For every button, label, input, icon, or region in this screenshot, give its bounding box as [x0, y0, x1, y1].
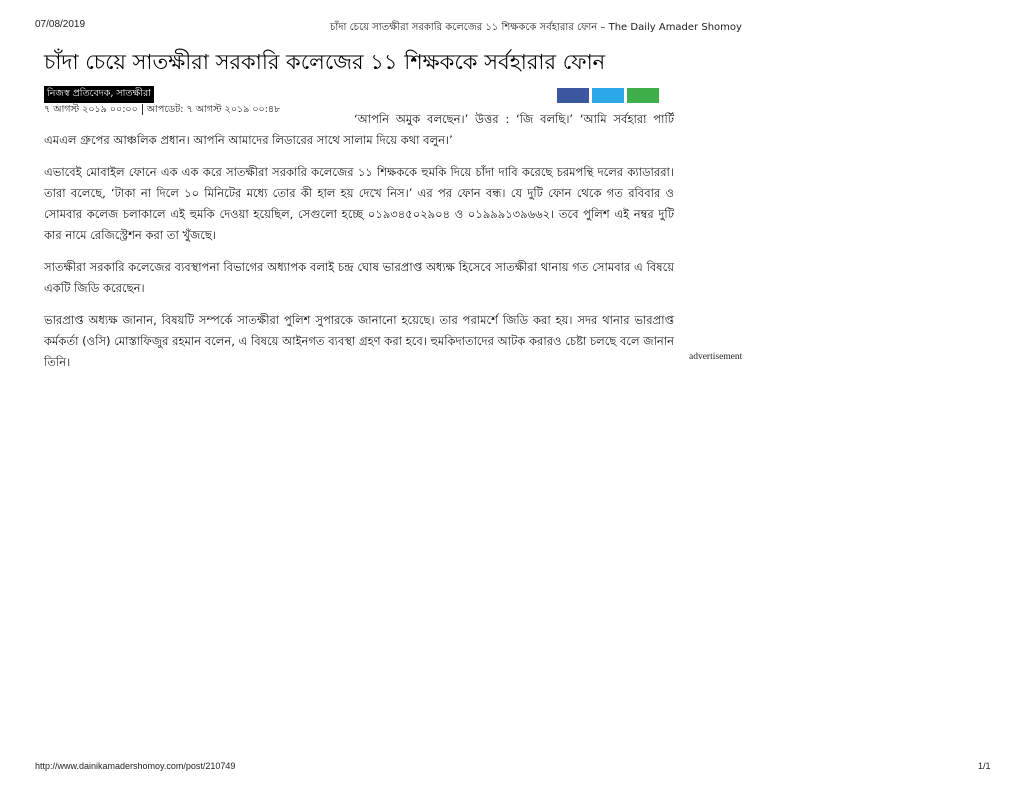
- published-time: ৭ আগস্ট ২০১৯ ০০:০০: [44, 104, 138, 115]
- article-paragraph: ‘আপনি অমুক বলছেন।’ উত্তর : ‘জি বলছি।’ ‘আমি সর্বহারা পার্টি এমএল গ্রুপের আঞ্চলিক প্রধান। আপনি আমাদের লিডারের সাথে সালাম দিয়ে কথা বলুন।’: [44, 112, 674, 147]
- article-paragraph: সাতক্ষীরা সরকারি কলেজের ব্যবস্থাপনা বিভাগের অধ্যাপক বলাই চন্দ্র ঘোষ ভারপ্রাপ্ত অধ্যক্ষ হিসেবে সাতক্ষীরা থানায় গত সোমবার এ বিষয়ে একটি জিডি করেছেন।: [44, 260, 674, 295]
- print-date: 07/08/2019: [35, 19, 86, 30]
- facebook-share-button[interactable]: [557, 88, 589, 103]
- share-buttons: [557, 88, 659, 103]
- article-byline: নিজস্ব প্রতিবেদক, সাতক্ষীরা: [44, 86, 154, 103]
- whatsapp-share-button[interactable]: [627, 88, 659, 103]
- print-page-count: 1/1: [978, 761, 991, 771]
- updated-time: আপডেট: ৭ আগস্ট ২০১৯ ০০:৪৮: [146, 104, 281, 115]
- article-body: [44, 109, 674, 384]
- article-headline: চাঁদা চেয়ে সাতক্ষীরা সরকারি কলেজের ১১ শিক্ষককে সর্বহারার ফোন: [44, 50, 606, 74]
- twitter-share-button[interactable]: [592, 88, 624, 103]
- print-page-title: চাঁদা চেয়ে সাতক্ষীরা সরকারি কলেজের ১১ শিক্ষককে সর্বহারার ফোন – The Daily Amader Shomoy: [330, 22, 742, 33]
- article-paragraph: ভারপ্রাপ্ত অধ্যক্ষ জানান, বিষয়টি সম্পর্কে সাতক্ষীরা পুলিশ সুপারকে জানানো হয়েছে। তার পরামর্শে জিডি করা হয়। সদর থানার ভারপ্রাপ্ত কর্মকর্তা (ওসি) মোস্তাফিজুর রহমান বলেন, এ বিষয়ে আইনগত ব্যবস্থা গ্রহণ করা হবে। হুমকিদাতাদের আটক করারও চেষ্টা চলছে বলে জানান তিনি।: [44, 313, 674, 369]
- advertisement-label: advertisement: [689, 352, 743, 362]
- article-paragraph: এভাবেই মোবাইল ফোনে এক এক করে সাতক্ষীরা সরকারি কলেজের ১১ শিক্ষককে হুমকি দিয়ে চাঁদা দাবি করেছে চরমপন্থি দলের ক্যাডাররা। তারা বলেছে, ‘টাকা না দিলে ১০ মিনিটের মধ্যে তোর কী হাল হয় দেখে নিস।’ এর পর ফোন বন্ধ। যে দুটি ফোন থেকে গত রবিবার ও সোমবার কলেজ চলাকালে এই হুমকি দেওয়া হয়েছিল, সেগুলো হচ্ছে ০১৯৩৪৫০২৯০৪ ও ০১৯৯৯১৩৯৬৬২। তবে পুলিশ এই নম্বর দুটি কার নামে রেজিস্ট্রেশন করা তা খুঁজছে।: [44, 165, 674, 242]
- print-url: http://www.dainikamadershomoy.com/post/210749: [35, 761, 236, 771]
